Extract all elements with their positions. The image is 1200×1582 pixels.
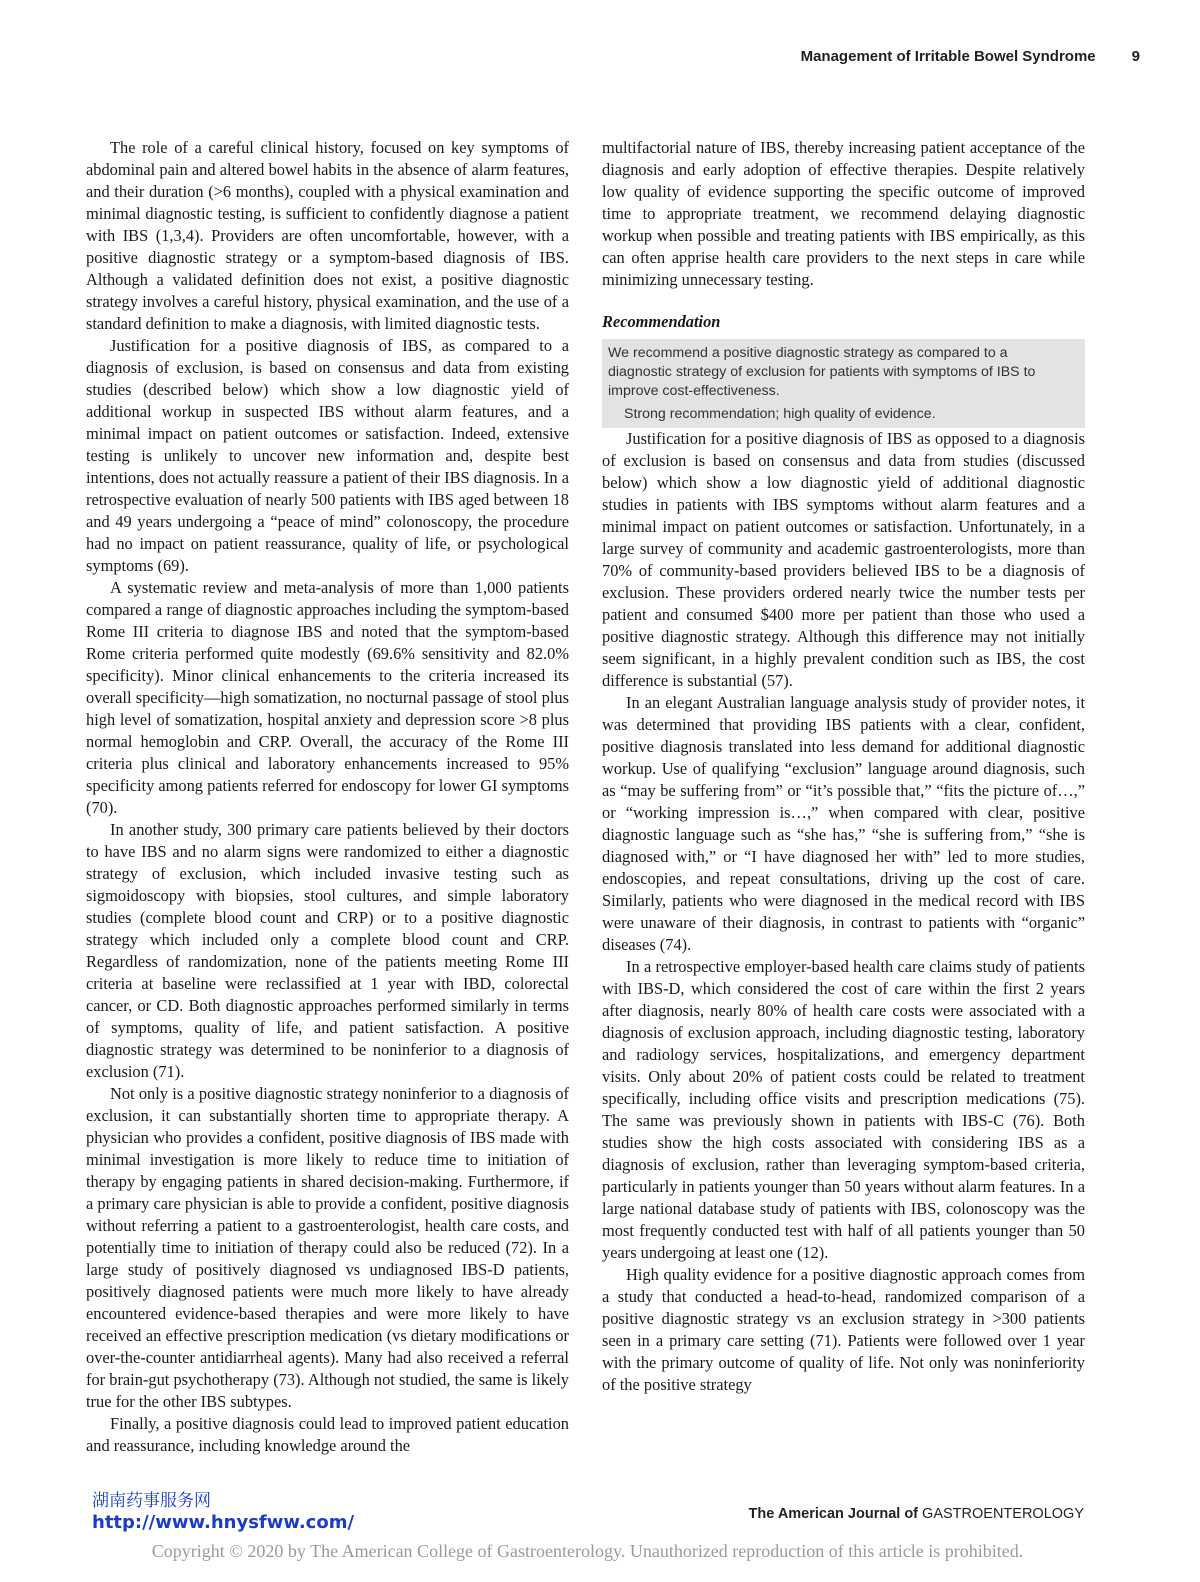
paragraph: High quality evidence for a positive diagnostic approach comes from a study that conducted a head-to-head, randomized comparison of a positive diagnostic strategy vs an exclusion strategy in >300 patients seen in a primary care setting (71). Patients were followed over 1 year with the primary outcome of quality of life. Not only was noninferiority of the positive strategy	[602, 1265, 1085, 1394]
paragraph: A systematic review and meta-analysis of more than 1,000 patients compared a range of diagnostic approaches including the symptom-based Rome III criteria to diagnose IBS and noted that the symptom-based Rome criteria performed quite modestly (69.6% sensitivity and 82.0% specificity). Minor clinical enhancements to the criteria increased its overall specificity—high somatization, no nocturnal passage of stool plus high level of somatization, hospital anxiety and depression score >8 plus normal hemoglobin and CRP. Overall, the accuracy of the Rome III criteria plus clinical and laboratory enhancements increased to 95% specificity among patients referred for endoscopy for lower GI symptoms (70).	[86, 578, 569, 817]
page-number: 9	[1131, 48, 1140, 65]
paragraph: In a retrospective employer-based health care claims study of patients with IBS-D, which considered the cost of care within the first 2 years after diagnosis, nearly 80% of health care costs were associated with a diagnosis of exclusion approach, including diagnostic testing, laboratory and radiology services, hospitalizations, and emergency department visits. Only about 20% of patient costs could be related to treatment specifically, including office visits and prescription medications (75). The same was previously shown in patients with IBS-C (76). Both studies show the high costs associated with considering IBS as a diagnosis of exclusion, rather than leveraging symptom-based criteria, particularly in patients younger than 50 years without alarm features. In a large national database study of patients with IBS, colonoscopy was the most frequently conducted test with half of all patients younger than 50 years undergoing at least one (12).	[602, 957, 1085, 1262]
left-column	[86, 137, 569, 1457]
recommendation-heading: Recommendation	[602, 312, 721, 331]
paragraph: Not only is a positive diagnostic strategy noninferior to a diagnosis of exclusion, it can substantially shorten time to appropriate therapy. A physician who provides a confident, positive diagnosis of IBS made with minimal investigation is more likely to reduce time to initiation of therapy by engaging patients in shared decision-making. Furthermore, if a primary care physician is able to provide a confident, positive diagnosis without referring a patient to a gastroenterologist, health care costs, and potentially time to initiation of therapy could also be reduced (72). In a large study of positively diagnosed vs undiagnosed IBS-D patients, positively diagnosed patients were much more likely to have already encountered evidence-based therapies and were more likely to have received an effective prescription medication (vs dietary modifications or over-the-counter antidiarrheal agents). Many had also received a referral for brain-gut psychotherapy (73). Although not studied, the same is likely true for the other IBS subtypes.	[86, 1084, 569, 1411]
recommendation-strength: Strong recommendation; high quality of evidence.	[624, 406, 936, 422]
site-watermark	[92, 1490, 354, 1534]
copyright-notice: Copyright © 2020 by The American College of Gastroenterology. Unauthorized reproduction of this article is prohibited.	[151, 1541, 1024, 1561]
recommendation-text: We recommend a positive diagnostic strategy as compared to a diagnostic strategy of exclusion for patients with symptoms of IBS to improve cost-effectiveness.	[608, 345, 1036, 399]
paragraph: Justification for a positive diagnosis of IBS as opposed to a diagnosis of exclusion is based on consensus and data from studies (discussed below) which show a low diagnostic yield of additional diagnostic studies in patients with IBS symptoms without alarm features and a minimal impact on patient outcomes or satisfaction. Unfortunately, in a large survey of community and academic gastroenterologists, more than 70% of community-based providers believed IBS to be a diagnosis of exclusion. These providers ordered nearly twice the number tests per patient and consumed $400 more per patient than those who used a positive diagnostic strategy. Although this difference may not initially seem significant, in a highly prevalent condition such as IBS, the cost difference is substantial (57).	[602, 429, 1085, 690]
journal-footer	[600, 1506, 1084, 1522]
journal-name: GASTROENTEROLOGY	[922, 1506, 1084, 1522]
paragraph: Finally, a positive diagnosis could lead to improved patient education and reassurance, including knowledge around the	[86, 1414, 569, 1455]
watermark-url[interactable]: http://www.hnysfww.com/	[92, 1512, 355, 1533]
watermark-site-name: 湖南药事服务网	[92, 1491, 211, 1511]
running-title: Management of Irritable Bowel Syndrome	[800, 48, 1096, 65]
journal-prefix: The American Journal of	[748, 1506, 919, 1522]
paragraph: The role of a careful clinical history, focused on key symptoms of abdominal pain and altered bowel habits in the absence of alarm features, and their duration (>6 months), coupled with a physical examination and minimal diagnostic testing, is sufficient to confidently diagnose a patient with IBS (1,3,4). Providers are often uncomfortable, however, with a positive diagnostic strategy or a symptom-based diagnosis of IBS. Although a validated definition does not exist, a positive diagnostic strategy involves a careful history, physical examination, and the use of a standard definition to make a diagnosis, with limited diagnostic tests.	[86, 138, 569, 333]
paragraph: Justification for a positive diagnosis of IBS, as compared to a diagnosis of exclusion, is based on consensus and data from existing studies (described below) which show a low diagnostic yield of additional workup in suspected IBS without alarm features, and a minimal impact on patient outcomes or satisfaction. Indeed, extensive testing is unlikely to uncover new information and, despite best intentions, does not actually reassure a patient of their IBS diagnosis. In a retrospective evaluation of nearly 500 patients with IBS aged between 18 and 49 years undergoing a “peace of mind” colonoscopy, the procedure had no impact on patient reassurance, quality of life, or psychological symptoms (69).	[86, 336, 569, 575]
paragraph: In an elegant Australian language analysis study of provider notes, it was determined that providing IBS patients with a clear, confident, positive diagnosis translated into less demand for additional diagnostic workup. Use of qualifying “exclusion” language around diagnosis, such as “may be suffering from” or “it’s possible that,” “fits the picture of…,” or “working impression is…,” when compared with clear, positive diagnostic language such as “she has,” “she is suffering from,” “she is diagnosed with,” or “I have diagnosed her with” led to more studies, endoscopies, and repeat consultations, driving up the cost of care. Similarly, patients who were diagnosed in the medical record with IBS were unaware of their diagnosis, in contrast to patients with “organic” diseases (74).	[602, 693, 1085, 954]
paragraph: In another study, 300 primary care patients believed by their doctors to have IBS and no alarm signs were randomized to either a diagnostic strategy of exclusion, which included invasive testing such as sigmoidoscopy with biopsies, stool cultures, and simple laboratory studies (complete blood count and CRP) or to a positive diagnostic strategy which included only a complete blood count and CRP. Regardless of randomization, none of the patients meeting Rome III criteria at baseline were reclassified at 1 year with IBD, colorectal cancer, or CD. Both diagnostic approaches performed similarly in terms of symptoms, quality of life, and patient satisfaction. A positive diagnostic strategy was determined to be noninferior to a diagnosis of exclusion (71).	[86, 820, 569, 1081]
right-column	[602, 137, 1085, 1396]
paragraph-continuation: multifactorial nature of IBS, thereby increasing patient acceptance of the diagnosis and early adoption of effective therapies. Despite relatively low quality of evidence supporting the specific outcome of improved time to appropriate treatment, we recommend delaying diagnostic workup when possible and treating patients with IBS empirically, as this can often apprise health care providers to the next steps in care while minimizing unnecessary testing.	[602, 138, 1085, 289]
recommendation-box	[602, 339, 1085, 428]
running-header	[600, 48, 1140, 65]
